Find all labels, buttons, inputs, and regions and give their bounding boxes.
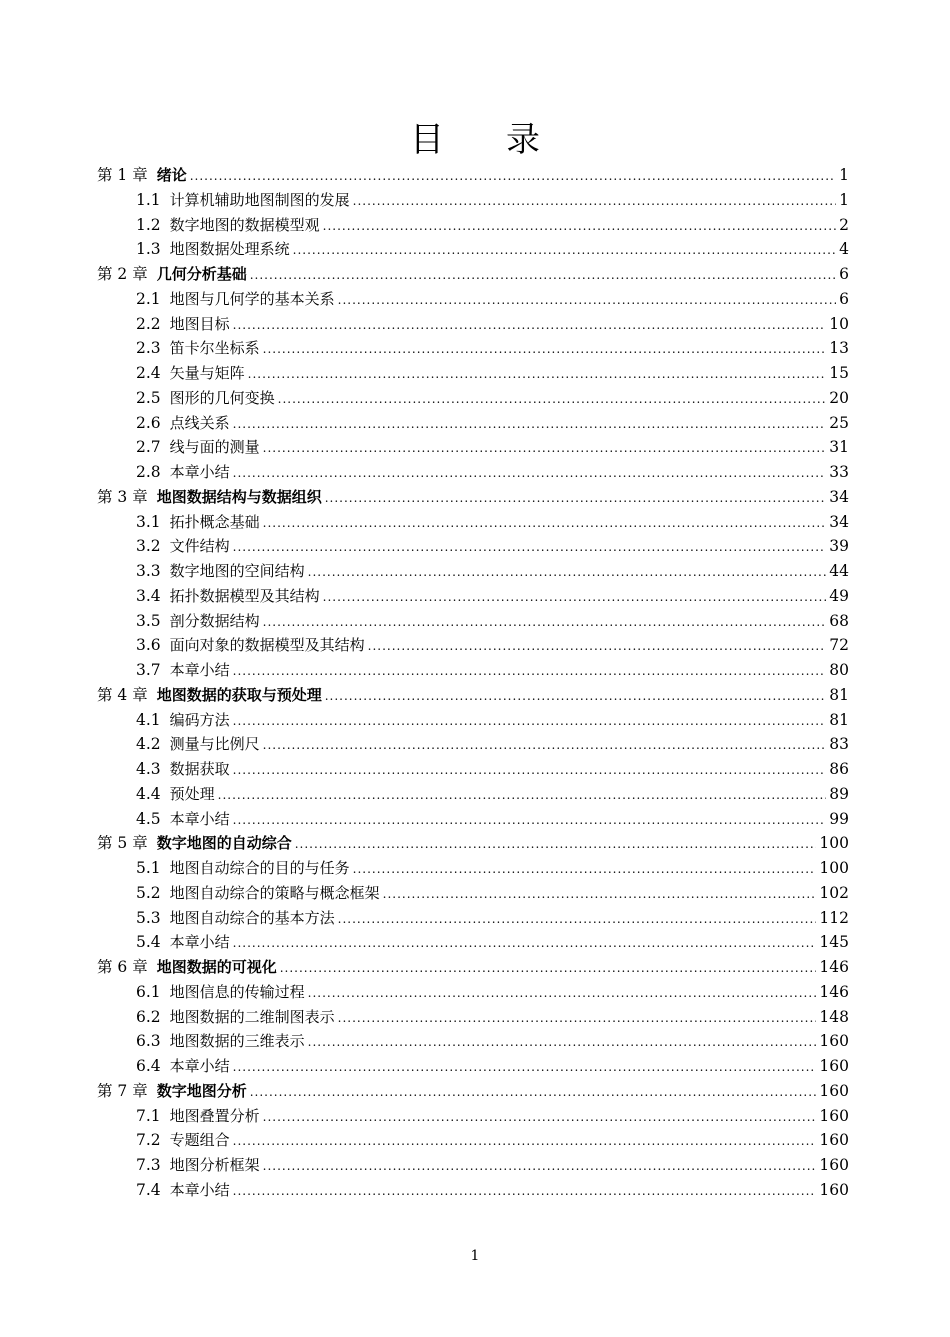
toc-entry-page: 34 — [829, 487, 849, 506]
toc-entry-page: 33 — [829, 463, 849, 481]
toc-dot-leader — [278, 387, 827, 412]
toc-dot-leader — [353, 189, 836, 214]
toc-entry-number: 3.1 — [136, 512, 161, 531]
toc-entry-title: 文件结构 — [169, 537, 230, 556]
toc-section-entry[interactable] — [97, 782, 849, 807]
toc-section-entry[interactable] — [97, 609, 849, 634]
toc-dot-leader — [233, 461, 827, 486]
toc-dot-leader — [233, 535, 827, 560]
toc-entry-title: 拓扑概念基础 — [169, 512, 260, 531]
toc-entry-number: 2.3 — [136, 339, 161, 358]
toc-section-entry[interactable] — [97, 1054, 849, 1079]
toc-entry-number: 2.5 — [136, 388, 161, 407]
toc-dot-leader — [263, 436, 827, 461]
toc-dot-leader — [323, 585, 827, 610]
toc-section-entry[interactable] — [97, 411, 849, 436]
toc-entry-page: 1 — [839, 190, 849, 209]
toc-entry-title: 数字地图的自动综合 — [156, 834, 292, 853]
toc-dot-leader — [338, 1006, 817, 1031]
toc-entry-number: 5.2 — [136, 883, 161, 902]
toc-section-entry[interactable] — [97, 930, 849, 955]
toc-entry-number: 2.8 — [136, 463, 161, 481]
page-number: 1 — [470, 1248, 480, 1264]
toc-entry-page: 81 — [829, 685, 849, 704]
toc-entry-number: 1.3 — [136, 240, 161, 259]
toc-dot-leader — [325, 486, 827, 511]
toc-dot-leader — [263, 511, 827, 536]
toc-entry-number: 2.1 — [136, 289, 161, 308]
toc-section-entry[interactable] — [97, 1005, 849, 1030]
toc-entry-number: 2.2 — [136, 314, 161, 333]
toc-entry-page: 112 — [819, 908, 849, 927]
toc-entry-number: 6.2 — [136, 1007, 161, 1026]
toc-entry-number: 7.3 — [136, 1156, 161, 1174]
toc-entry-title: 几何分析基础 — [156, 265, 247, 283]
toc-dot-leader — [218, 783, 827, 808]
toc-section-entry[interactable] — [97, 1029, 849, 1054]
toc-entry-page: 99 — [829, 809, 849, 828]
toc-entry-title: 地图目标 — [169, 314, 230, 333]
toc-section-entry[interactable] — [97, 510, 849, 535]
toc-entry-page: 160 — [819, 1032, 849, 1051]
toc-section-entry[interactable] — [97, 213, 849, 238]
toc-dot-leader — [293, 238, 836, 263]
toc-entry-title: 地图自动综合的目的与任务 — [169, 859, 350, 877]
toc-entry-title: 面向对象的数据模型及其结构 — [169, 636, 365, 655]
toc-section-entry[interactable] — [97, 361, 849, 386]
toc-dot-leader — [338, 288, 836, 313]
toc-dot-leader — [233, 1179, 817, 1204]
toc-section-entry[interactable] — [97, 980, 849, 1005]
toc-section-entry[interactable] — [97, 906, 849, 931]
toc-entry-page: 100 — [819, 834, 849, 853]
toc-entry-page: 4 — [839, 240, 849, 259]
toc-entry-page: 44 — [829, 562, 849, 580]
page-title-char-1: 目 — [410, 120, 444, 160]
toc-entry-title: 数字地图的数据模型观 — [169, 215, 320, 234]
toc-chapter-entry[interactable] — [97, 955, 849, 980]
toc-section-entry[interactable] — [97, 856, 849, 881]
toc-entry-number: 4.2 — [136, 735, 161, 754]
toc-entry-page: 148 — [819, 1007, 849, 1026]
toc-entry-title: 测量与比例尺 — [169, 735, 260, 754]
toc-entry-number: 第 6 章 — [97, 958, 148, 976]
toc-section-entry[interactable] — [97, 312, 849, 337]
toc-entry-page: 15 — [829, 364, 849, 382]
toc-section-entry[interactable] — [97, 757, 849, 782]
toc-entry-title: 剖分数据结构 — [169, 611, 260, 630]
toc-chapter-entry[interactable] — [97, 262, 849, 287]
toc-section-entry[interactable] — [97, 732, 849, 757]
toc-entry-page: 89 — [829, 784, 849, 803]
toc-entry-number: 6.4 — [136, 1057, 161, 1075]
toc-entry-title: 计算机辅助地图制图的发展 — [169, 190, 350, 209]
toc-entry-title: 本章小结 — [169, 809, 230, 828]
toc-entry-title: 地图数据的三维表示 — [169, 1032, 305, 1051]
toc-entry-page: 160 — [819, 1057, 849, 1075]
toc-dot-leader — [295, 832, 817, 857]
toc-entry-number: 3.7 — [136, 661, 161, 679]
toc-section-entry[interactable] — [97, 658, 849, 683]
toc-entry-title: 地图叠置分析 — [169, 1106, 260, 1125]
page-title — [0, 118, 950, 162]
toc-entry-page: 160 — [819, 1106, 849, 1125]
toc-entry-title: 地图数据的可视化 — [156, 958, 277, 976]
toc-entry-title: 拓扑数据模型及其结构 — [169, 586, 320, 605]
toc-dot-leader — [233, 1129, 817, 1154]
toc-entry-title: 本章小结 — [169, 933, 230, 952]
toc-entry-number: 第 2 章 — [97, 265, 148, 283]
toc-dot-leader — [280, 956, 817, 981]
toc-section-entry[interactable] — [97, 237, 849, 262]
toc-chapter-entry[interactable] — [97, 1079, 849, 1104]
toc-entry-page: 81 — [829, 710, 849, 729]
toc-section-entry[interactable] — [97, 584, 849, 609]
toc-entry-number: 6.1 — [136, 982, 161, 1001]
toc-section-entry[interactable] — [97, 807, 849, 832]
toc-dot-leader — [233, 1055, 817, 1080]
toc-dot-leader — [233, 659, 827, 684]
toc-entry-title: 预处理 — [169, 784, 215, 803]
toc-dot-leader — [233, 709, 827, 734]
toc-entry-page: 20 — [829, 388, 849, 407]
toc-dot-leader — [263, 337, 827, 362]
toc-entry-page: 100 — [819, 859, 849, 877]
toc-entry-number: 7.4 — [136, 1180, 161, 1199]
toc-entry-number: 4.1 — [136, 710, 161, 729]
toc-section-entry[interactable] — [97, 287, 849, 312]
toc-dot-leader — [190, 164, 836, 189]
toc-entry-page: 49 — [829, 586, 849, 605]
toc-dot-leader — [248, 362, 827, 387]
toc-entry-number: 1.1 — [136, 190, 161, 209]
toc-section-entry[interactable] — [97, 708, 849, 733]
toc-dot-leader — [308, 560, 827, 585]
toc-entry-page: 102 — [819, 883, 849, 902]
toc-entry-title: 编码方法 — [169, 710, 230, 729]
toc-entry-title: 地图信息的传输过程 — [169, 982, 305, 1001]
toc-chapter-entry[interactable] — [97, 485, 849, 510]
toc-entry-page: 83 — [829, 735, 849, 754]
toc-entry-page: 6 — [839, 265, 849, 283]
toc-entry-number: 第 3 章 — [97, 487, 148, 506]
toc-dot-leader — [323, 214, 836, 239]
toc-section-entry[interactable] — [97, 881, 849, 906]
toc-entry-page: 39 — [829, 537, 849, 556]
toc-entry-title: 本章小结 — [169, 661, 230, 679]
toc-dot-leader — [250, 1080, 817, 1105]
toc-entry-title: 地图数据的二维制图表示 — [169, 1007, 335, 1026]
toc-dot-leader — [263, 733, 827, 758]
toc-entry-number: 5.3 — [136, 908, 161, 927]
toc-entry-page: 160 — [819, 1180, 849, 1199]
toc-entry-title: 地图与几何学的基本关系 — [169, 289, 335, 308]
toc-entry-page: 146 — [819, 958, 849, 976]
toc-entry-number: 4.5 — [136, 809, 161, 828]
toc-entry-page: 80 — [829, 661, 849, 679]
toc-entry-page: 145 — [819, 933, 849, 952]
toc-dot-leader — [353, 857, 817, 882]
toc-entry-title: 数字地图的空间结构 — [169, 562, 305, 580]
toc-entry-title: 笛卡尔坐标系 — [169, 339, 260, 358]
toc-section-entry[interactable] — [97, 1178, 849, 1203]
toc-dot-leader — [233, 808, 827, 833]
toc-entry-page: 72 — [829, 636, 849, 655]
toc-entry-number: 1.2 — [136, 215, 161, 234]
toc-entry-title: 本章小结 — [169, 463, 230, 481]
toc-entry-page: 31 — [829, 438, 849, 457]
toc-entry-number: 6.3 — [136, 1032, 161, 1051]
toc-dot-leader — [263, 610, 827, 635]
toc-section-entry[interactable] — [97, 1104, 849, 1129]
toc-entry-title: 线与面的测量 — [169, 438, 260, 457]
toc-entry-title: 数据获取 — [169, 760, 230, 778]
toc-entry-number: 5.1 — [136, 859, 161, 877]
toc-entry-page: 10 — [829, 314, 849, 333]
toc-section-entry[interactable] — [97, 386, 849, 411]
toc-dot-leader — [383, 882, 817, 907]
toc-section-entry[interactable] — [97, 559, 849, 584]
toc-entry-page: 160 — [819, 1131, 849, 1150]
toc-entry-number: 4.3 — [136, 760, 161, 778]
toc-entry-number: 第 4 章 — [97, 685, 148, 704]
toc-entry-title: 地图自动综合的策略与概念框架 — [169, 883, 380, 902]
toc-entry-page: 86 — [829, 760, 849, 778]
toc-entry-number: 第 7 章 — [97, 1081, 148, 1100]
toc-entry-page: 6 — [839, 289, 849, 308]
toc-entry-title: 绪论 — [156, 166, 187, 184]
toc-entry-page: 1 — [839, 166, 849, 184]
toc-dot-leader — [233, 931, 817, 956]
toc-entry-title: 地图数据结构与数据组织 — [156, 487, 322, 506]
toc-entry-title: 矢量与矩阵 — [169, 364, 245, 382]
toc-dot-leader — [233, 412, 827, 437]
toc-entry-number: 3.5 — [136, 611, 161, 630]
toc-dot-leader — [325, 684, 827, 709]
toc-section-entry[interactable] — [97, 534, 849, 559]
toc-entry-number: 第 1 章 — [97, 166, 148, 184]
toc-entry-page: 25 — [829, 413, 849, 432]
toc-entry-title: 点线关系 — [169, 413, 230, 432]
toc-section-entry[interactable] — [97, 188, 849, 213]
toc-entry-number: 7.2 — [136, 1131, 161, 1150]
toc-entry-number: 7.1 — [136, 1106, 161, 1125]
toc-entry-title: 图形的几何变换 — [169, 388, 275, 407]
toc-entry-title: 地图自动综合的基本方法 — [169, 908, 335, 927]
toc-entry-title: 数字地图分析 — [156, 1081, 247, 1100]
toc-entry-page: 13 — [829, 339, 849, 358]
toc-section-entry[interactable] — [97, 633, 849, 658]
toc-chapter-entry[interactable] — [97, 163, 849, 188]
toc-dot-leader — [233, 758, 827, 783]
toc-entry-page: 68 — [829, 611, 849, 630]
toc-entry-page: 34 — [829, 512, 849, 531]
table-of-contents — [97, 163, 849, 1203]
toc-dot-leader — [368, 634, 827, 659]
toc-entry-number: 4.4 — [136, 784, 161, 803]
toc-entry-number: 第 5 章 — [97, 834, 148, 853]
toc-chapter-entry[interactable] — [97, 831, 849, 856]
toc-dot-leader — [338, 907, 817, 932]
toc-entry-number: 2.6 — [136, 413, 161, 432]
toc-entry-title: 本章小结 — [169, 1180, 230, 1199]
toc-entry-number: 3.3 — [136, 562, 161, 580]
toc-dot-leader — [308, 981, 817, 1006]
toc-dot-leader — [250, 263, 836, 288]
toc-entry-title: 地图数据的获取与预处理 — [156, 685, 322, 704]
toc-entry-number: 3.4 — [136, 586, 161, 605]
toc-section-entry[interactable] — [97, 336, 849, 361]
toc-entry-page: 146 — [819, 982, 849, 1001]
toc-entry-page: 160 — [819, 1081, 849, 1100]
toc-entry-number: 2.4 — [136, 364, 161, 382]
toc-dot-leader — [308, 1030, 817, 1055]
toc-entry-page: 2 — [839, 215, 849, 234]
page-title-char-2: 录 — [506, 120, 540, 160]
toc-section-entry[interactable] — [97, 1153, 849, 1178]
toc-entry-number: 5.4 — [136, 933, 161, 952]
toc-chapter-entry[interactable] — [97, 683, 849, 708]
toc-entry-title: 本章小结 — [169, 1057, 230, 1075]
toc-entry-title: 地图分析框架 — [169, 1156, 260, 1174]
toc-entry-number: 3.6 — [136, 636, 161, 655]
toc-section-entry[interactable] — [97, 435, 849, 460]
toc-entry-number: 3.2 — [136, 537, 161, 556]
toc-dot-leader — [263, 1105, 817, 1130]
toc-dot-leader — [263, 1154, 817, 1179]
toc-section-entry[interactable] — [97, 460, 849, 485]
toc-section-entry[interactable] — [97, 1128, 849, 1153]
toc-dot-leader — [233, 313, 827, 338]
toc-entry-title: 地图数据处理系统 — [169, 240, 290, 259]
toc-entry-number: 2.7 — [136, 438, 161, 457]
toc-entry-title: 专题组合 — [169, 1131, 230, 1150]
toc-entry-page: 160 — [819, 1156, 849, 1174]
